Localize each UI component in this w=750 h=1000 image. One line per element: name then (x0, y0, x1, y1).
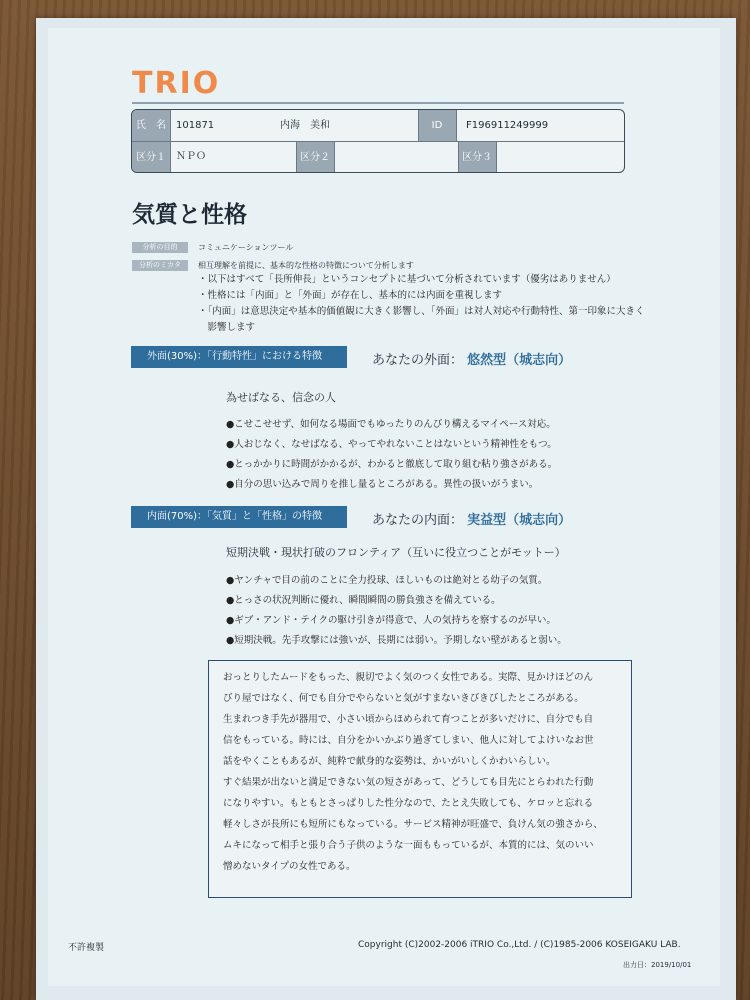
description-line: 生まれつき手先が器用で、小さい頃からほめられて育つことが多いだけに、自分でも自 (223, 714, 594, 725)
person-name: 内海 美和 (280, 120, 330, 131)
inner-point: ●ギブ・アンド・テイクの駆け引きが得意で、人の気持ちを察するのが早い。 (226, 615, 556, 626)
id-label: ID (418, 110, 456, 141)
col-divider (456, 110, 457, 141)
col-divider (458, 141, 459, 172)
kubun2-label: 区分２ (296, 142, 334, 173)
id-value: F196911249999 (466, 120, 549, 131)
inner-subtitle: 短期決戦・現状打破のフロンティア（互いに役立つことがモットー） (226, 546, 566, 559)
col-divider (418, 110, 419, 141)
page-title: 気質と性格 (132, 202, 247, 228)
kubun3-label: 区分３ (458, 142, 496, 173)
viewpoint-bullet: ・「内面」は意思決定や基本的価値観に大きく影響し、「外面」は対人対応や行動特性、第一印象に大きく (198, 306, 645, 317)
outer-point: ●こせこせせず、如何なる場面でもゆったりのんびり構えるマイペース対応。 (226, 419, 556, 430)
inner-point: ●短期決戦。先手攻撃には強いが、長期には弱い。予期しない壁があると弱い。 (226, 635, 567, 646)
id-number: 101871 (176, 120, 215, 131)
purpose-text: コミュニケーションツール (198, 243, 294, 252)
outer-section-bar: 外面(30%)：「行動特性」における特徴 (131, 346, 347, 368)
purpose-tag: 分析の目的 (132, 242, 188, 253)
description-line: おっとりしたムードをもった、親切でよく気のつく女性である。実際、見かけほどのん (223, 672, 594, 683)
viewpoint-tag: 分析のミカタ (132, 260, 188, 271)
col-divider (296, 141, 297, 172)
viewpoint-bullet: 影響します (198, 322, 256, 333)
kubun1-label: 区分１ (132, 142, 170, 173)
outer-result (372, 349, 571, 368)
copyright-text: Copyright (C)2002-2006 iTRIO Co.,Ltd. / (C)1985-2006 KOSEIGAKU LAB. (358, 940, 681, 950)
profile-info-box (131, 109, 625, 173)
inner-point: ●とっさの状況判断に優れ、瞬間瞬間の勝負強さを備えている。 (226, 595, 501, 606)
description-line: すぐ結果が出ないと満足できない気の短さがあって、どうしても目先にとらわれた行動 (223, 777, 594, 788)
outer-point: ●とっかかりに時間がかかるが、わかると徹底して取り組む粘り強さがある。 (226, 459, 558, 470)
description-line: 話をやくこともあるが、純粋で献身的な姿勢は、かいがいしくかわいらしい。 (223, 756, 556, 767)
kubun1-value: ＮＰＯ (176, 151, 206, 162)
viewpoint-bullet: ・以下はすべて「長所伸長」というコンセプトに基づいて分析されています（優劣はありません） (198, 274, 616, 285)
viewpoint-text: 相互理解を前提に、基本的な性格の特徴について分析します (198, 261, 414, 270)
description-line: びり屋ではなく、何でも自分でやらないと気がすまないきびきびしたところがある。 (223, 693, 584, 704)
outer-you-label: あなたの外面： (372, 353, 464, 368)
row-divider (132, 141, 624, 142)
no-copy-notice: 不許複製 (68, 943, 105, 953)
outer-point: ●人おじなく、なせばなる、やってやれないことはないという精神性をもつ。 (226, 439, 557, 450)
description-line: 軽々しさが長所にも短所にもなっている。サービス精神が旺盛で、負けん気の強さから、 (223, 819, 603, 830)
inner-type: 実益型（城志向） (467, 513, 572, 528)
outer-type: 悠然型（城志向） (467, 353, 572, 368)
description-line: 信をもっている。時には、自分をかいかぶり過ぎてしまい、他人に対してよけいなお世 (223, 735, 594, 746)
name-label: 氏 名 (132, 110, 170, 141)
description-box (208, 660, 632, 898)
col-divider (170, 110, 171, 172)
inner-section-bar: 内面(70%)：「気質」と「性格」の特徴 (131, 506, 347, 528)
outer-subtitle: 為せばなる、信念の人 (226, 391, 336, 404)
inner-point: ●ヤンチャで目の前のことに全力投球、ほしいものは絶対とる幼子の気質。 (226, 575, 548, 586)
description-line: 憎めないタイプの女性である。 (223, 861, 356, 872)
col-divider (334, 141, 335, 172)
outer-point: ●自分の思い込みで周りを推し量るところがある。異性の扱いがうまい。 (226, 479, 539, 490)
description-line: になりやすい。もともとさっぱりした性分なので、たとえ失敗しても、ケロッと忘れる (223, 798, 594, 809)
output-date: 出力日：2019/10/01 (623, 961, 692, 969)
inner-you-label: あなたの内面： (372, 513, 464, 528)
viewpoint-bullet: ・性格には「内面」と「外面」が存在し、基本的には内面を重視します (198, 290, 503, 301)
col-divider (496, 141, 497, 172)
trio-logo: TRIO (132, 66, 221, 101)
description-line: ムキになって相手と張り合う子供のような一面ももっているが、本質的には、気のいい (223, 840, 594, 851)
header-divider (132, 102, 624, 104)
inner-result (372, 509, 571, 528)
